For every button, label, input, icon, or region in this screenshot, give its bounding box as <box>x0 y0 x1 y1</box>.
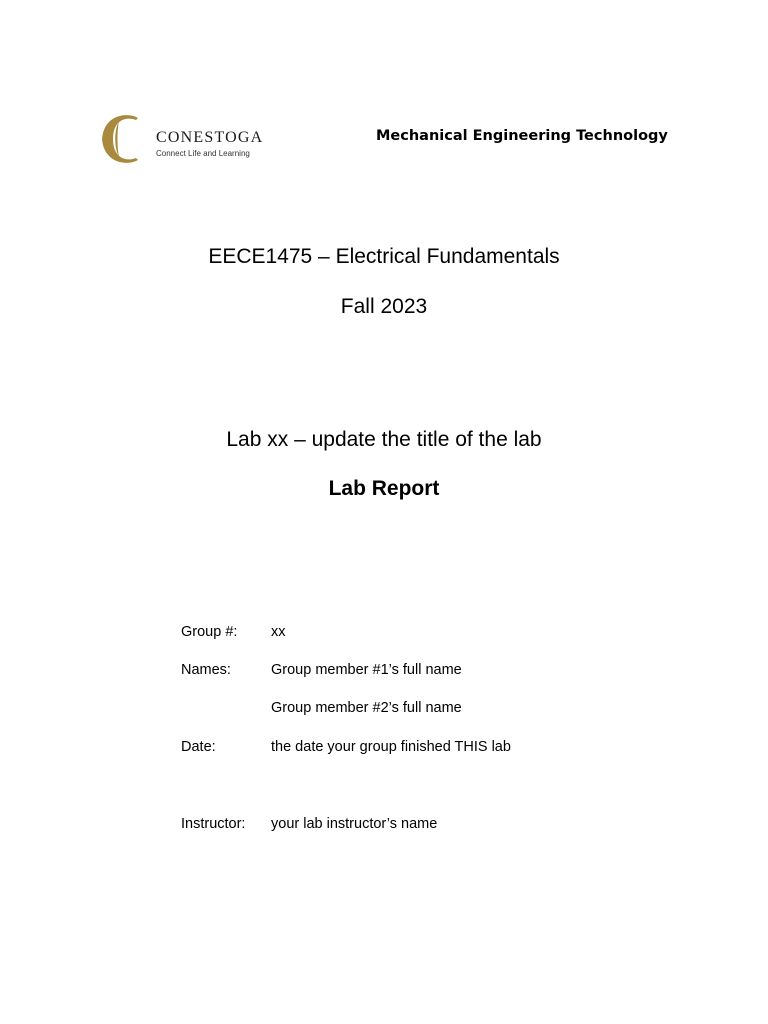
report-type: Lab Report <box>328 477 440 500</box>
names-label: Names: <box>181 662 231 678</box>
department-name: Mechanical Engineering Technology <box>376 128 668 144</box>
member-1-name: Group member #1’s full name <box>271 662 462 678</box>
lab-title: Lab xx – update the title of the lab <box>226 428 542 451</box>
instructor-value: your lab instructor’s name <box>271 816 438 832</box>
date-value: the date your group finished THIS lab <box>271 739 511 755</box>
conestoga-c-icon <box>98 112 146 166</box>
term: Fall 2023 <box>340 295 428 318</box>
group-label: Group #: <box>181 624 238 640</box>
course-title: EECE1475 – Electrical Fundamentals <box>208 245 560 268</box>
date-label: Date: <box>181 739 216 755</box>
conestoga-logo <box>98 112 278 166</box>
logo-tagline: Connect Life and Learning <box>156 149 250 158</box>
group-value: xx <box>271 624 286 640</box>
member-2-name: Group member #2’s full name <box>271 700 462 716</box>
instructor-label: Instructor: <box>181 816 246 832</box>
logo-name: CONESTOGA <box>156 129 264 146</box>
